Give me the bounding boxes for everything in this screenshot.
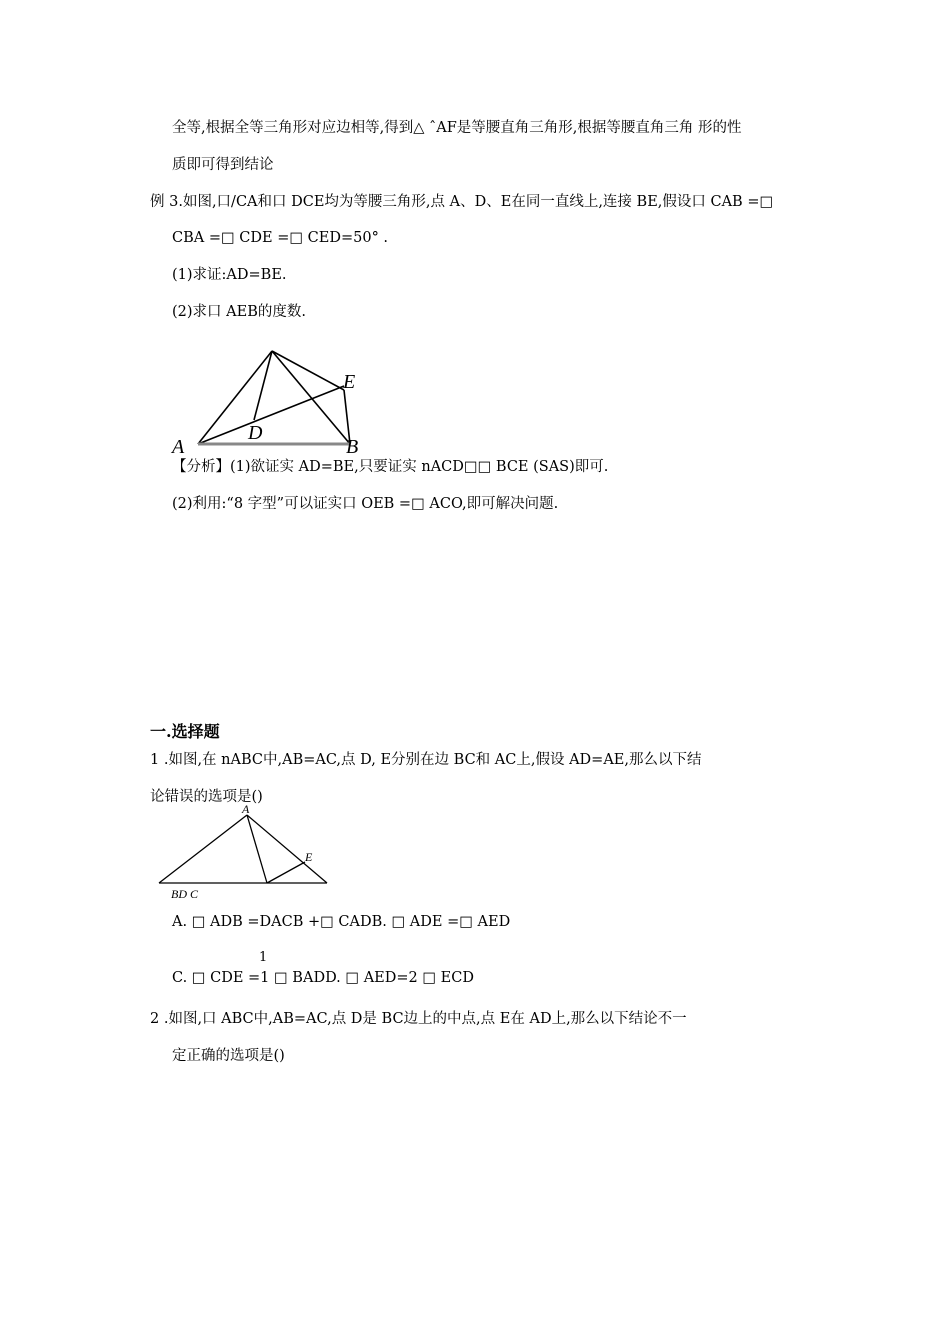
paragraph-line: 质即可得到结论 — [172, 157, 274, 173]
vertex-label-d: D — [248, 422, 263, 444]
question-1-line-2: 论错误的选项是() — [150, 789, 263, 805]
figure-triangle-abc — [155, 802, 345, 902]
figure-triangles-abcde — [168, 346, 368, 456]
vertex-label-b: B — [346, 436, 359, 458]
question-2-line-2: 定正确的选项是() — [172, 1048, 285, 1064]
paragraph-line: 全等,根据全等三角形对应边相等,得到△ ˆAF是等腰直角三角形,根据等腰直角三角 形的性 — [172, 120, 742, 136]
paragraph-line: CBA =□ CDE =□ CED=50° . — [172, 230, 389, 246]
vertex-label-a: A — [172, 436, 185, 458]
example-3-heading: 例 3.如图,口/CA和口 DCE均为等腰三角形,点 A、D、E在同一直线上,连接 BE,假设口 CAB =□ — [150, 194, 774, 210]
question-1-line-1: 1 .如图,在 nABC中,AB=AC,点 D, E分别在边 BC和 AC上,假设 AD=AE,那么以下结 — [150, 752, 702, 768]
vertex-label-e: E — [305, 850, 313, 864]
analysis-line-1: 【分析】(1)欲证实 AD=BE,只要证实 nACD□□ BCE (SAS)即可. — [172, 459, 609, 475]
question-part-1: (1)求证:AD=BE. — [172, 267, 287, 283]
vertex-label-e: E — [343, 371, 356, 393]
base-labels-bdc: BD C — [171, 887, 198, 901]
section-heading-multiple-choice: 一.选择题 — [150, 722, 220, 741]
question-part-2: (2)求口 AEB的度数. — [172, 304, 306, 320]
vertex-label-a: A — [242, 802, 250, 816]
question-2-line-1: 2 .如图,口 ABC中,AB=AC,点 D是 BC边上的中点,点 E在 AD上,那么以下结论不一 — [150, 1011, 687, 1027]
question-1-options-cd: C. □ CDE =1 □ BADD. □ AED=2 □ ECD — [172, 970, 474, 986]
fraction-numerator: 1 — [259, 950, 268, 965]
analysis-line-2: (2)利用:“8 字型”可以证实口 OEB =□ ACO,即可解决问题. — [172, 496, 559, 512]
question-1-options-ab: A. □ ADB =DACB +□ CADB. □ ADE =□ AED — [172, 914, 511, 930]
